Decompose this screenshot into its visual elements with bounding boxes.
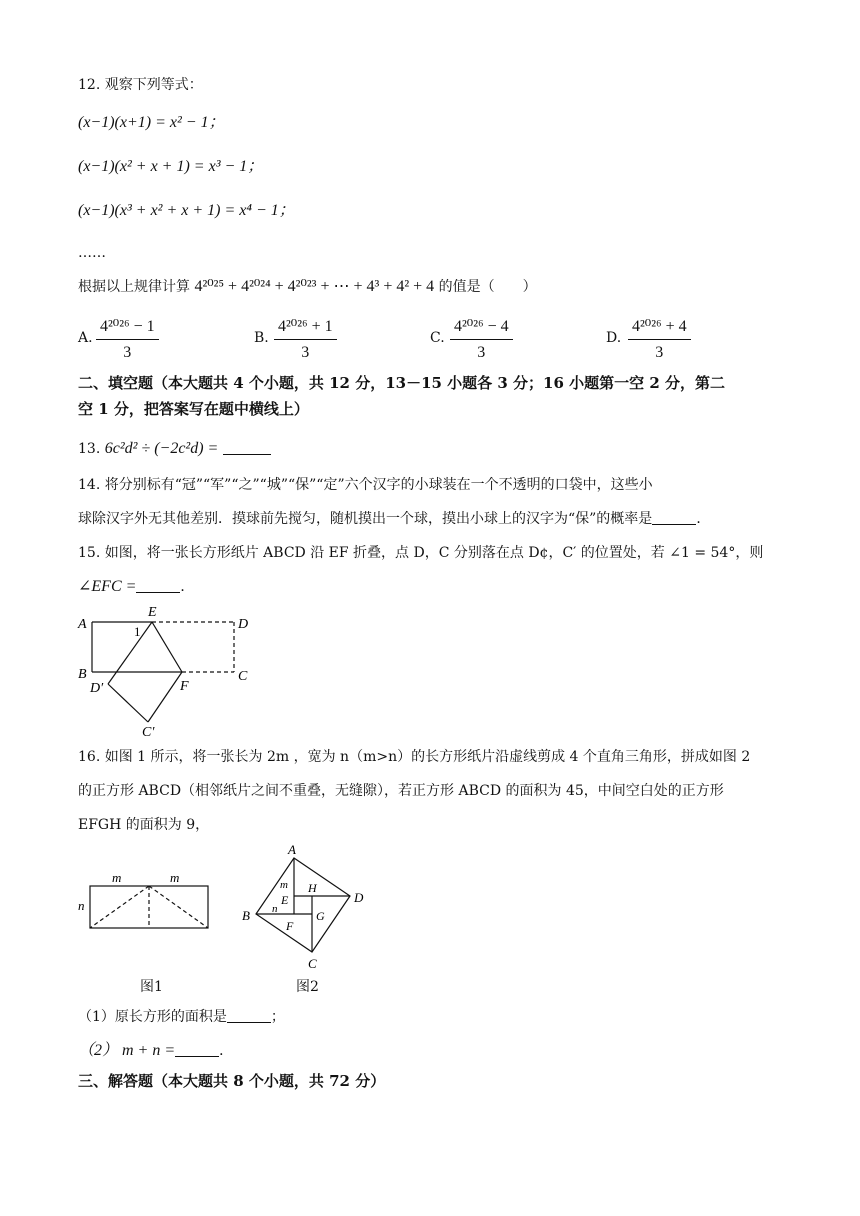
q16-fig2-label-h: H <box>308 881 317 895</box>
q16-fig2-label-a: A <box>288 842 296 857</box>
q12-option-b-numerator: 4²⁰²⁶ + 1 <box>274 316 337 340</box>
q12-stem: 12. 观察下列等式： <box>78 77 203 93</box>
q12-option-d-letter: D. <box>606 330 622 346</box>
q12-equation-2: (x−1)(x² + x + 1) = x³ − 1； <box>78 158 264 175</box>
q12-option-c-fraction <box>450 316 513 362</box>
q15-angle-expression: ∠EFC = <box>78 578 137 595</box>
q12-option-a-fraction <box>96 316 159 362</box>
q16-fig2-label-b: B <box>242 908 250 923</box>
q16-sub1-answer-blank[interactable] <box>227 1008 271 1023</box>
q12-option-a-denominator: 3 <box>123 344 132 361</box>
q14-answer-blank[interactable] <box>652 510 696 525</box>
q12-equation-1: (x−1)(x+1) = x² − 1； <box>78 114 225 131</box>
q16-line2: 的正方形 ABCD（相邻纸片之间不重叠，无缝隙），若正方形 ABCD 的面积为 45，中间空白处的正方形 <box>78 783 724 799</box>
section2-heading-line2: 空 1 分，把答案写在题中横线上） <box>78 400 309 418</box>
q16-sub2-answer-blank[interactable] <box>175 1042 219 1057</box>
q15-label-b: B <box>78 667 87 682</box>
q16-figure-1 <box>76 868 216 938</box>
q16-fig1-label-m-right: m <box>170 870 180 885</box>
q15-label-d: D <box>238 617 249 632</box>
q13-number: 13. <box>78 441 101 457</box>
q12-equation-3: (x−1)(x³ + x² + x + 1) = x⁴ − 1； <box>78 202 295 219</box>
q14-line2 <box>78 508 710 530</box>
q16-figure-1-caption: 图1 <box>140 979 163 995</box>
q16-fig2-label-d: D <box>354 890 364 905</box>
q16-sub1-end: ； <box>270 1009 285 1025</box>
q12-option-c-letter: C. <box>430 330 445 346</box>
q16-sub1 <box>78 1006 285 1028</box>
section2-heading-line1: 二、填空题（本大题共 4 个小题，共 12 分，13－15 小题各 3 分；16 小题第一空 2 分，第二 <box>78 374 726 392</box>
q12-option-b-fraction <box>274 316 337 362</box>
q16-line3: EFGH 的面积为 9， <box>78 817 210 833</box>
q12-option-a-letter: A. <box>78 330 93 346</box>
q12-question-post: 的值是（ ） <box>438 279 537 295</box>
q12-option-d-fraction <box>628 316 691 362</box>
q12-option-c-denominator: 3 <box>477 344 486 361</box>
q15-label-c: C <box>238 669 248 684</box>
q15-label-f: F <box>180 679 189 694</box>
q15-line2-end: ． <box>180 579 195 595</box>
q16-fig2-label-g: G <box>316 909 325 923</box>
q16-fig1-label-m-left: m <box>112 870 122 885</box>
q15-line1: 15. 如图，将一张长方形纸片 ABCD 沿 EF 折叠，点 D，C 分别落在点 D¢，C′ 的位置处，若 ∠1 = 54°，则 <box>78 545 764 561</box>
q16-fig2-label-e: E <box>281 893 289 907</box>
q16-figure-2 <box>238 838 374 974</box>
q15-line2 <box>78 576 194 598</box>
q16-sub2-expression: （2） m + n = <box>78 1042 176 1059</box>
q13 <box>78 438 271 460</box>
q15-fold-figure <box>74 600 274 740</box>
q14-line2-end: ． <box>696 511 711 527</box>
q15-label-d-prime: D′ <box>90 681 104 696</box>
q16-sub1-text: （1）原长方形的面积是 <box>78 1009 227 1025</box>
q12-question-pre: 根据以上规律计算 <box>78 279 190 295</box>
q12-option-b-denominator: 3 <box>301 344 310 361</box>
q16-sub2-end: ． <box>219 1043 234 1059</box>
q16-fig2-label-n: n <box>272 903 278 915</box>
q15-angle-1-label: 1 <box>134 624 141 639</box>
q15-label-c-prime: C′ <box>142 725 155 740</box>
q12-option-d-numerator: 4²⁰²⁶ + 4 <box>628 316 691 340</box>
q12-question-expression: 4²⁰²⁵ + 4²⁰²⁴ + 4²⁰²³ + ⋯ + 4³ + 4² + 4 <box>194 278 435 295</box>
q14-line1: 14. 将分别标有“冠”“军”“之”“城”“保”“定”六个汉字的小球装在一个不透明的口袋中，这些小 <box>78 477 653 493</box>
q12-option-d-denominator: 3 <box>655 344 664 361</box>
q15-label-e: E <box>148 605 157 620</box>
q15-answer-blank[interactable] <box>136 578 180 593</box>
q16-line1: 16. 如图 1 所示，将一张长为 2m ，宽为 n（m>n）的长方形纸片沿虚线剪成 4 个直角三角形，拼成如图 2 <box>78 749 751 765</box>
q16-fig1-label-n: n <box>78 898 85 913</box>
q16-fig2-label-f: F <box>286 919 294 933</box>
q16-fig2-label-c: C <box>308 956 317 971</box>
q15-label-a: A <box>78 617 87 632</box>
q13-expression: 6c²d² ÷ (−2c²d) = <box>104 440 219 457</box>
q14-line2-text: 球除汉字外无其他差别．摸球前先搅匀，随机摸出一个球，摸出小球上的汉字为“保”的概率是 <box>78 511 653 527</box>
q16-fig2-label-m: m <box>280 879 288 891</box>
q12-question <box>78 276 537 298</box>
q13-answer-blank[interactable] <box>223 440 271 455</box>
section3-heading: 三、解答题（本大题共 8 个小题，共 72 分） <box>78 1072 386 1090</box>
q16-sub2 <box>78 1040 233 1062</box>
q16-figure-2-caption: 图2 <box>296 979 319 995</box>
q12-option-c-numerator: 4²⁰²⁶ − 4 <box>450 316 513 340</box>
q12-ellipsis: …… <box>78 245 106 261</box>
q12-option-b-letter: B. <box>254 330 269 346</box>
q12-option-a-numerator: 4²⁰²⁶ − 1 <box>96 316 159 340</box>
